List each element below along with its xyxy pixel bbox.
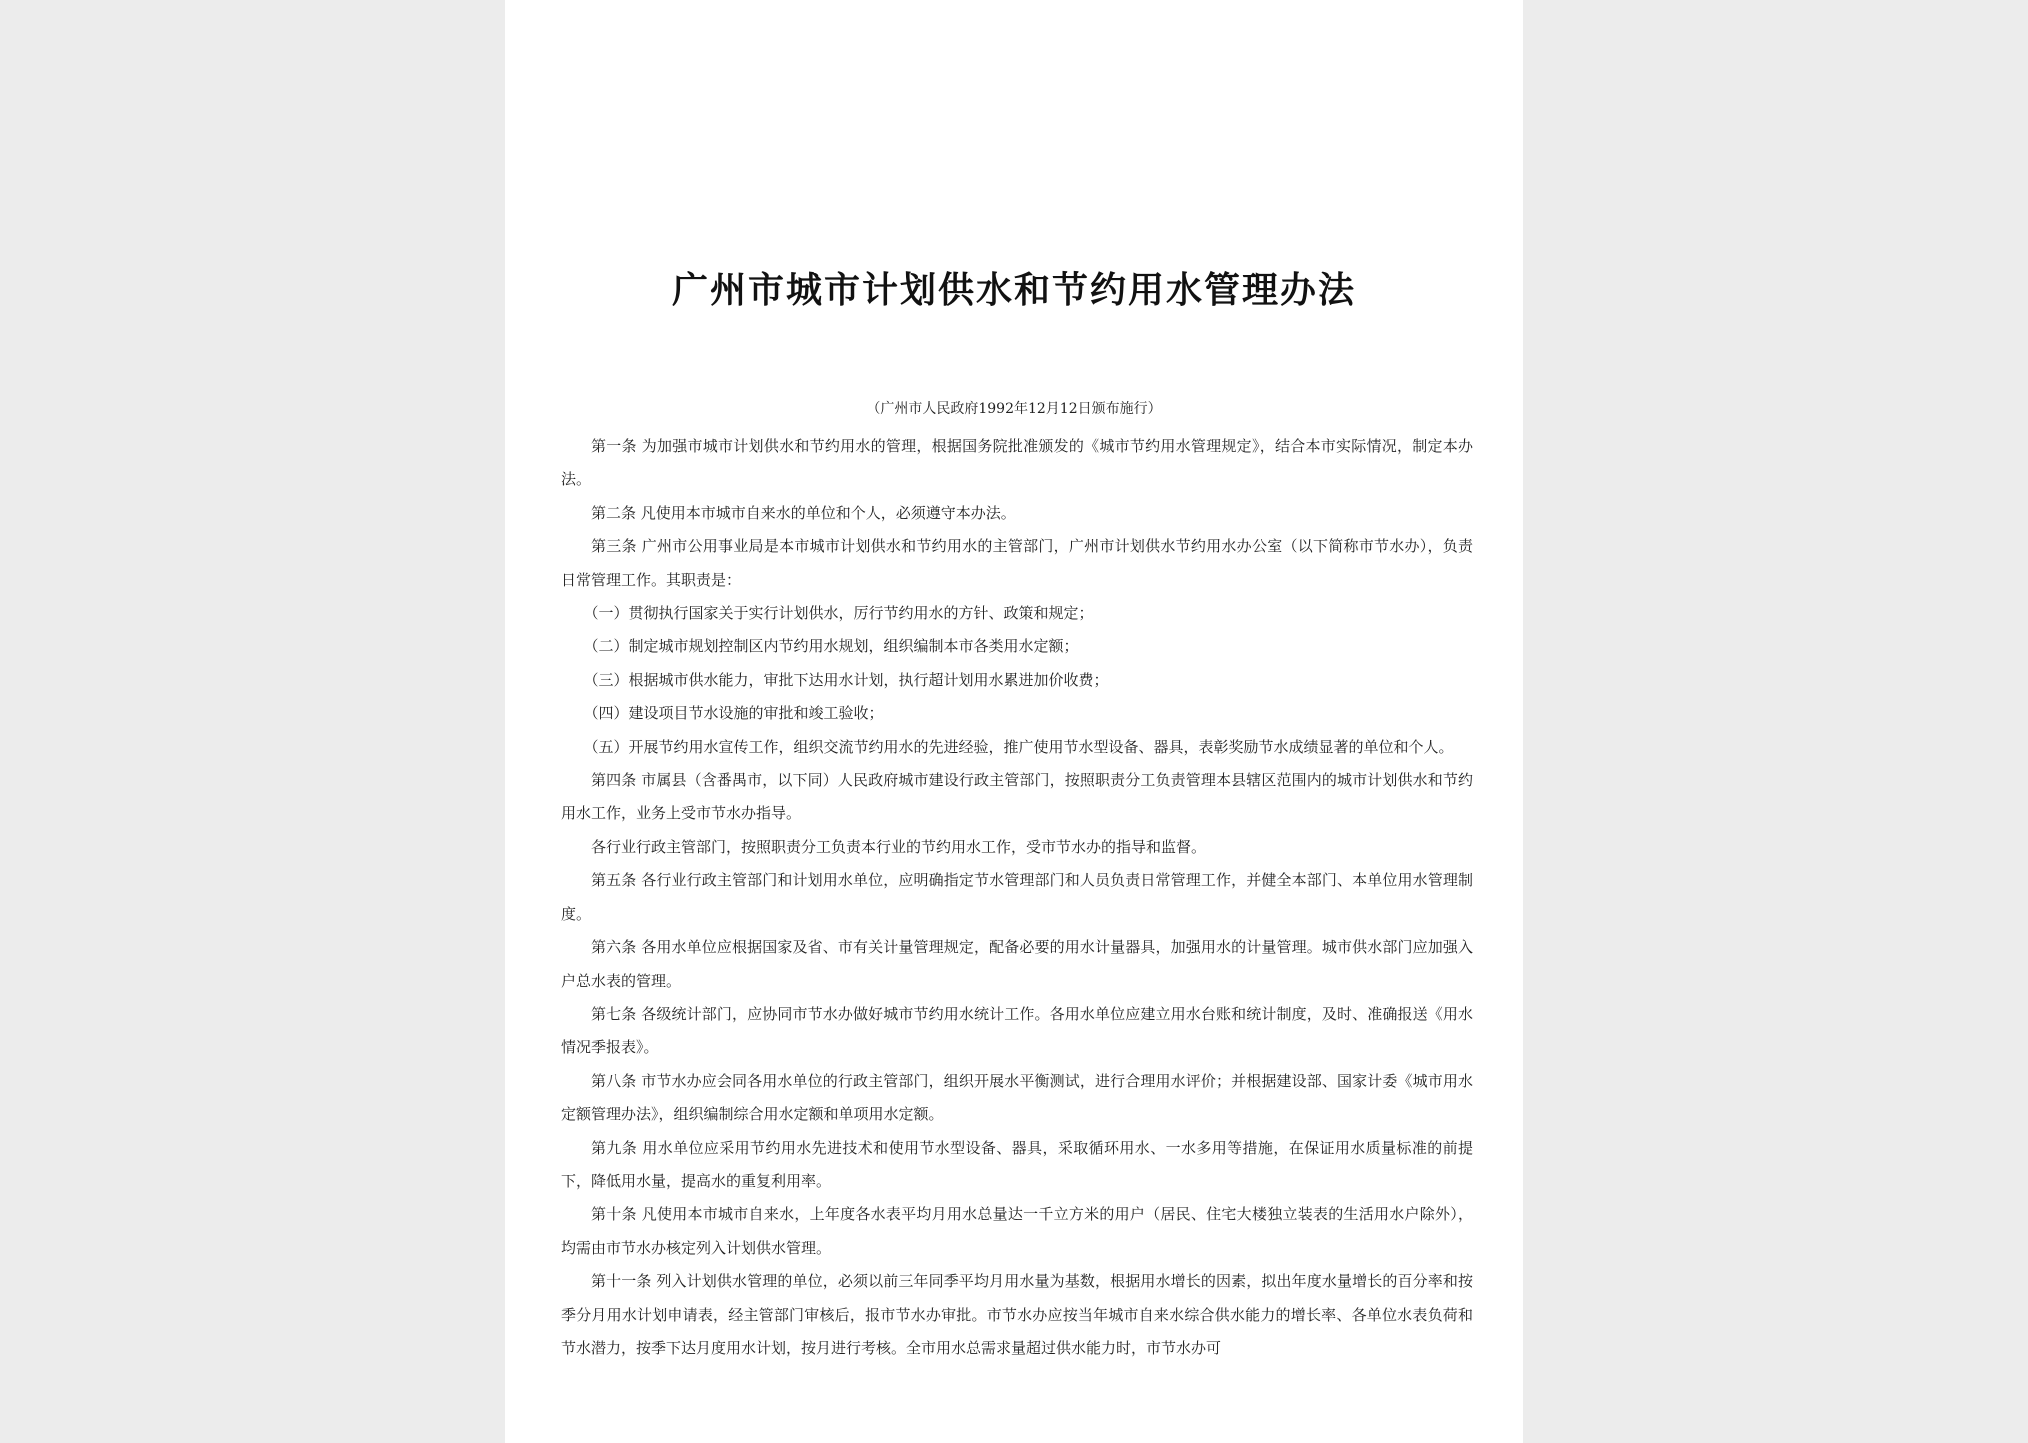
paragraph-item-5: （五）开展节约用水宣传工作，组织交流节约用水的先进经验，推广使用节水型设备、器具，表彰奖励节水成绩显著的单位和个人。 <box>583 737 1454 756</box>
paragraph-article-4-cont: 各行业行政主管部门，按照职责分工负责本行业的节约用水工作，受市节水办的指导和监督。 <box>591 837 1207 856</box>
paragraph-article-10: 第十条 凡使用本市城市自来水，上年度各水表平均月用水总量达一千立方米的用户（居民、住宅大楼独立装表的生活用水户除外），均需由市节水办核定列入计划供水管理。 <box>561 1205 1473 1257</box>
document-page <box>505 0 1523 1443</box>
paragraph-item-4: （四）建设项目节水设施的审批和竣工验收； <box>583 704 884 723</box>
paragraph-article-8: 第八条 市节水办应会同各用水单位的行政主管部门，组织开展水平衡测试，进行合理用水评价；并根据建设部、国家计委《城市用水定额管理办法》，组织编制综合用水定额和单项用水定额。 <box>561 1071 1473 1124</box>
paragraph-item-1: （一）贯彻执行国家关于实行计划供水，厉行节约用水的方针、政策和规定； <box>583 604 1094 623</box>
paragraph-item-2: （二）制定城市规划控制区内节约用水规划，组织编制本市各类用水定额； <box>583 637 1079 656</box>
paragraph-article-1: 第一条 为加强市城市计划供水和节约用水的管理，根据国务院批准颁发的《城市节约用水管理规定》，结合本市实际情况，制定本办法。 <box>561 437 1473 489</box>
paragraph-article-9: 第九条 用水单位应采用节约用水先进技术和使用节水型设备、器具，采取循环用水、一水多用等措施，在保证用水质量标准的前提下，降低用水量，提高水的重复利用率。 <box>561 1138 1473 1190</box>
paragraph-article-6: 第六条 各用水单位应根据国家及省、市有关计量管理规定，配备必要的用水计量器具，加强用水的计量管理。城市供水部门应加强入户总水表的管理。 <box>561 938 1473 990</box>
paragraph-article-7: 第七条 各级统计部门，应协同市节水办做好城市节约用水统计工作。各用水单位应建立用水台账和统计制度，及时、准确报送《用水情况季报表》。 <box>561 1004 1473 1057</box>
paragraph-article-2: 第二条 凡使用本市城市自来水的单位和个人，必须遵守本办法。 <box>591 503 1016 522</box>
paragraph-article-3: 第三条 广州市公用事业局是本市城市计划供水和节约用水的主管部门，广州市计划供水节约用水办公室（以下简称市节水办），负责日常管理工作。其职责是： <box>561 537 1473 589</box>
paragraph-article-5: 第五条 各行业行政主管部门和计划用水单位，应明确指定节水管理部门和人员负责日常管理工作，并健全本部门、本单位用水管理制度。 <box>561 871 1473 923</box>
document-subtitle: （广州市人民政府1992年12月12日颁布施行） <box>866 401 1162 417</box>
document-body <box>561 430 1473 1365</box>
paragraph-article-4: 第四条 市属县（含番禺市，以下同）人民政府城市建设行政主管部门，按照职责分工负责管理本县辖区范围内的城市计划供水和节约用水工作，业务上受市节水办指导。 <box>561 771 1473 823</box>
document-title: 广州市城市计划供水和节约用水管理办法 <box>671 269 1356 311</box>
paragraph-article-11: 第十一条 列入计划供水管理的单位，必须以前三年同季平均月用水量为基数，根据用水增长的因素，拟出年度水量增长的百分率和按季分月用水计划申请表，经主管部门审核后，报市节水办审批。市节水办应按当年城市自来水综合供水能力的增长率、各单位水表负荷和节水潜力，按季下达月度用水计划，按月进行考核。全市用水总需求量超过供水能力时，市节水办可 <box>561 1272 1473 1357</box>
paragraph-item-3: （三）根据城市供水能力，审批下达用水计划，执行超计划用水累进加价收费； <box>583 670 1109 689</box>
